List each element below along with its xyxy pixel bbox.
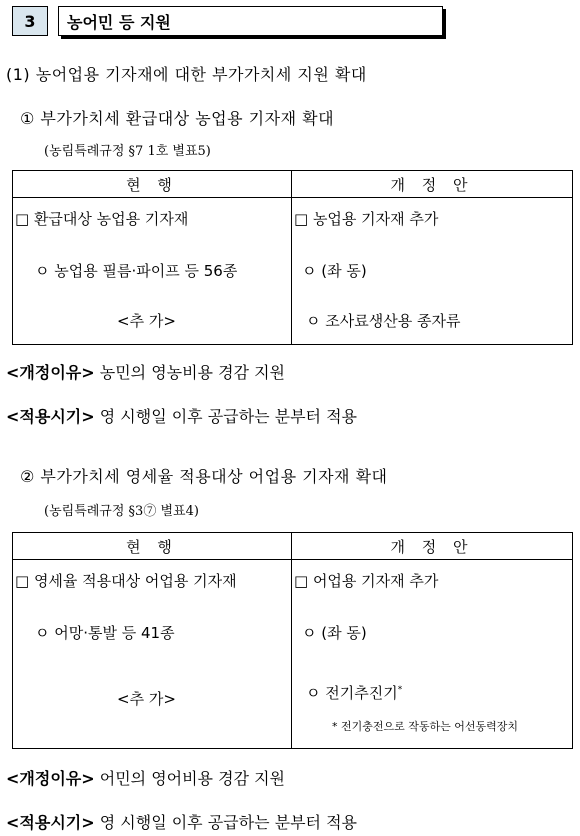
item1-title: ① 부가가치세 환급대상 농업용 기자재 확대: [20, 109, 335, 128]
item2-revised-line: [306, 682, 402, 703]
item1-header-revised: 개 정 안: [292, 171, 573, 198]
item2-reason: [6, 766, 285, 789]
item2-revised-line: □ 어업용 기자재 추가: [294, 572, 439, 590]
item2-timing: [6, 810, 357, 833]
item1-current-cell: [13, 198, 291, 344]
item1-current-line: ㅇ 농업용 필름·파이프 등 56종: [35, 262, 238, 280]
item2-current-line: □ 영세율 적용대상 어업용 기자재: [15, 572, 237, 590]
item2-revised-cell: [292, 560, 572, 748]
section-title: 농어민 등 지원: [67, 12, 171, 32]
footnote-marker: *: [397, 685, 403, 695]
item2-revised-line: ㅇ (좌 동): [302, 624, 367, 642]
item1-current-line: □ 환급대상 농업용 기자재: [15, 210, 189, 228]
subsection-heading: (1) 농어업용 기자재에 대한 부가가치세 지원 확대: [6, 65, 367, 84]
timing-text: 영 시행일 이후 공급하는 분부터 적용: [99, 407, 358, 426]
item2-header-current: 현 행: [13, 533, 292, 560]
reason-text: 농민의 영농비용 경감 지원: [99, 363, 286, 382]
reason-text: 어민의 영어비용 경감 지원: [99, 769, 286, 788]
item1-revised-line: ㅇ 조사료생산용 종자류: [306, 312, 461, 330]
reason-label: <개정이유>: [6, 769, 95, 788]
timing-label: <적용시기>: [6, 407, 95, 426]
item1-comparison-table: [12, 170, 573, 345]
item2-reference: (농림특례규정 §3⑦ 별표4): [44, 504, 199, 519]
item2-title: ② 부가가치세 영세율 적용대상 어업용 기자재 확대: [20, 467, 388, 486]
section-number: 3: [24, 11, 36, 31]
item2-footnote: * 전기충전으로 작동하는 어선동력장치: [332, 720, 519, 733]
item1-reference: (농림특례규정 §7 1호 별표5): [44, 144, 211, 159]
item1-revised-cell: [292, 198, 572, 344]
item2-current-line: <추 가>: [117, 690, 176, 708]
item1-revised-line: □ 농업용 기자재 추가: [294, 210, 439, 228]
timing-text: 영 시행일 이후 공급하는 분부터 적용: [99, 813, 358, 832]
item1-timing: [6, 404, 357, 427]
item1-current-line: <추 가>: [117, 312, 176, 330]
section-title-box: [58, 6, 443, 36]
item2-current-line: ㅇ 어망·통발 등 41종: [35, 624, 175, 642]
reason-label: <개정이유>: [6, 363, 95, 382]
item2-current-cell: [13, 560, 291, 748]
item2-header-revised: 개 정 안: [292, 533, 573, 560]
item2-comparison-table: [12, 532, 573, 749]
electric-propulsion-label: ㅇ 전기추진기: [306, 684, 398, 702]
item1-reason: [6, 360, 285, 383]
section-number-box: [12, 6, 48, 36]
timing-label: <적용시기>: [6, 813, 95, 832]
item1-revised-line: ㅇ (좌 동): [302, 262, 367, 280]
item1-header-current: 현 행: [13, 171, 292, 198]
